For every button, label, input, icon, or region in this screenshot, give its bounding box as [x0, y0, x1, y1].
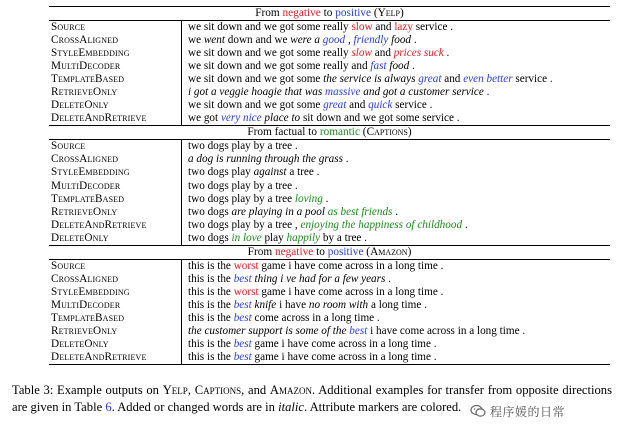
- text-segment: even better: [463, 73, 513, 86]
- table-row: [49, 99, 610, 112]
- model-label: StyleEmbedding: [49, 47, 182, 60]
- table-row: [49, 153, 610, 166]
- text-segment: we sit down and we got some: [188, 73, 324, 86]
- text-segment: by a tree .: [320, 231, 367, 244]
- output-sentence: [182, 206, 610, 219]
- output-sentence: [182, 338, 610, 351]
- model-label: DeleteAndRetrieve: [49, 112, 182, 125]
- output-sentence: [182, 47, 610, 60]
- model-label: CrossAligned: [49, 153, 182, 166]
- text-segment: ): [407, 126, 412, 139]
- model-label: CrossAligned: [49, 273, 182, 286]
- text-segment: From: [255, 7, 283, 19]
- table-row: [49, 47, 610, 60]
- text-segment: Captions: [194, 383, 242, 397]
- table-row: [49, 312, 610, 325]
- text-segment: .: [342, 153, 349, 166]
- text-segment: two dogs: [188, 231, 232, 244]
- output-sentence: [182, 140, 610, 153]
- text-segment: (: [359, 126, 367, 139]
- text-segment: and: [346, 99, 369, 112]
- output-sentence: [182, 273, 610, 286]
- text-segment: .: [322, 192, 329, 205]
- text-segment: , and: [241, 383, 270, 397]
- text-segment: this is the: [188, 259, 234, 272]
- text-segment: positive: [327, 245, 364, 258]
- model-label: MultiDecoder: [49, 180, 182, 193]
- wechat-icon: [470, 403, 486, 419]
- text-segment: romantic: [319, 126, 360, 139]
- output-sentence: [182, 219, 610, 232]
- text-segment: i have: [276, 298, 309, 311]
- text-segment: .: [443, 47, 450, 60]
- text-segment: no room with: [308, 298, 369, 311]
- text-segment: From: [247, 245, 275, 258]
- text-segment: .: [385, 272, 391, 285]
- output-sentence: [182, 99, 610, 112]
- text-segment: best: [233, 311, 252, 324]
- table-row: [49, 34, 610, 47]
- text-segment: best: [233, 272, 252, 285]
- text-segment: service .: [412, 21, 454, 33]
- text-segment: worst: [233, 285, 259, 298]
- table-row: [49, 166, 610, 179]
- output-sentence: [182, 232, 610, 245]
- table-row: [49, 325, 610, 338]
- text-segment: game i have come across in a long time .: [258, 285, 444, 298]
- text-segment: two dogs: [188, 205, 232, 218]
- text-segment: positive: [335, 7, 372, 19]
- text-segment: two dogs play by a tree: [188, 192, 295, 205]
- text-segment: massive: [325, 86, 361, 99]
- text-segment: very nice: [220, 112, 262, 125]
- table-row: [49, 260, 610, 273]
- text-segment: went: [203, 34, 225, 47]
- text-segment: good: [322, 34, 346, 47]
- text-segment: place to: [261, 112, 301, 125]
- table-row: [49, 286, 610, 299]
- text-segment: are playing in a pool: [231, 205, 328, 218]
- model-label: DeleteAndRetrieve: [49, 219, 182, 232]
- text-segment: we sit down and we got some: [188, 99, 324, 112]
- table-row: [49, 219, 610, 232]
- section-title: [49, 246, 610, 260]
- text-segment: come across in a long time .: [251, 311, 380, 324]
- text-segment: food: [386, 60, 410, 73]
- table-row: [49, 140, 610, 153]
- text-segment: negative: [282, 7, 321, 19]
- text-segment: . Added or changed words are in: [111, 399, 279, 414]
- output-sentence: [182, 112, 610, 125]
- text-segment: (: [371, 7, 378, 19]
- text-segment: Yelp: [377, 7, 400, 19]
- text-segment: italic: [278, 399, 304, 414]
- table-section: [49, 125, 610, 244]
- text-segment: this is the: [188, 298, 234, 311]
- text-segment: ): [407, 245, 412, 258]
- table-section: [49, 7, 610, 125]
- text-segment: the customer support is some of the: [188, 324, 350, 337]
- text-segment: as best friends: [327, 205, 393, 218]
- table-row: [49, 273, 610, 286]
- table-row: [49, 180, 610, 193]
- table-row: [49, 351, 610, 364]
- text-segment: two dogs play: [188, 166, 254, 179]
- text-segment: this is the: [188, 311, 234, 324]
- table-row: [49, 338, 610, 351]
- results-table: [49, 6, 610, 365]
- model-label: TemplateBased: [49, 193, 182, 206]
- table-row: [49, 193, 610, 206]
- watermark-text: 程序媛的日常: [490, 404, 566, 419]
- output-sentence: [182, 286, 610, 299]
- text-segment: a dog is running through the grass: [188, 153, 343, 166]
- text-segment: .: [462, 218, 468, 231]
- text-segment: ): [400, 7, 404, 19]
- output-sentence: [182, 312, 610, 325]
- model-label: TemplateBased: [49, 312, 182, 325]
- text-segment: .: [409, 60, 415, 73]
- output-sentence: [182, 325, 610, 338]
- model-label: DeleteAndRetrieve: [49, 351, 182, 364]
- table-row: [49, 21, 610, 34]
- text-segment: service .: [512, 73, 553, 86]
- text-segment: we: [188, 34, 204, 47]
- output-sentence: [182, 60, 610, 73]
- text-segment: a long time .: [368, 298, 427, 311]
- text-segment: and: [441, 73, 464, 86]
- text-segment: . Additional examples for transfer from opposite directions are given in Table: [12, 383, 612, 414]
- table-row: [49, 86, 610, 99]
- output-sentence: [182, 73, 610, 86]
- text-segment: Captions: [366, 126, 408, 139]
- text-segment: knife: [251, 298, 277, 311]
- text-segment: two dogs play by a tree .: [188, 179, 298, 192]
- text-segment: (: [363, 245, 371, 258]
- text-segment: quick: [368, 99, 393, 112]
- model-label: StyleEmbedding: [49, 166, 182, 179]
- table-row: [49, 60, 610, 73]
- text-segment: this is the: [188, 272, 234, 285]
- text-segment: i got a veggie hoagie that was: [188, 86, 326, 99]
- output-sentence: [182, 193, 610, 206]
- text-segment: we sit down and we got some really: [188, 21, 352, 33]
- text-segment: great: [418, 73, 442, 86]
- model-label: TemplateBased: [49, 73, 182, 86]
- text-segment: this is the: [188, 285, 234, 298]
- text-segment: we sit down and we got some really and: [188, 60, 371, 73]
- text-segment: worst: [233, 259, 259, 272]
- text-segment: Table 3: Example outputs on: [12, 383, 163, 397]
- model-label: Source: [49, 21, 182, 34]
- section-title: [49, 7, 610, 21]
- text-segment: best: [349, 324, 368, 337]
- model-label: DeleteOnly: [49, 232, 182, 245]
- model-label: MultiDecoder: [49, 60, 182, 73]
- text-segment: thing i ve had for a few years: [251, 272, 386, 285]
- text-segment: the service is always: [323, 73, 419, 86]
- output-sentence: [182, 351, 610, 364]
- text-segment: we got: [188, 112, 221, 125]
- text-segment: food: [388, 34, 412, 47]
- text-segment: to: [320, 7, 336, 19]
- text-segment: game i have come across in a long time .: [258, 259, 444, 272]
- text-segment: best: [233, 338, 252, 351]
- output-sentence: [182, 180, 610, 193]
- text-segment: loving: [294, 192, 323, 205]
- text-segment: Amazon: [370, 245, 408, 258]
- text-segment: game i have come across in a long time .: [251, 338, 437, 351]
- table-section: [49, 245, 610, 364]
- model-label: RetrieveOnly: [49, 206, 182, 219]
- table-row: [49, 73, 610, 86]
- text-segment: down and we: [224, 34, 291, 47]
- text-segment: ,: [345, 34, 354, 47]
- text-segment: sit down and we got some service .: [300, 112, 460, 125]
- text-segment: to: [313, 245, 328, 258]
- text-segment: against: [253, 166, 287, 179]
- text-segment: happily: [286, 231, 321, 244]
- model-label: RetrieveOnly: [49, 86, 182, 99]
- text-segment: Yelp: [162, 383, 188, 397]
- table-row: [49, 206, 610, 219]
- text-segment: in love: [231, 231, 262, 244]
- text-segment: service .: [392, 99, 433, 112]
- model-label: Source: [49, 140, 182, 153]
- text-segment: were a: [290, 34, 323, 47]
- table-row: [49, 232, 610, 245]
- output-sentence: [182, 21, 610, 34]
- model-label: DeleteOnly: [49, 338, 182, 351]
- text-segment: slow: [351, 47, 372, 60]
- model-label: StyleEmbedding: [49, 286, 182, 299]
- text-segment: Amazon: [269, 383, 313, 397]
- text-segment: and: [371, 47, 394, 60]
- text-segment: friendly: [353, 34, 389, 47]
- text-segment: a tree .: [286, 166, 320, 179]
- table-row: [49, 299, 610, 312]
- text-segment: .: [483, 86, 490, 99]
- output-sentence: [182, 34, 610, 47]
- section-title: [49, 126, 610, 140]
- output-sentence: [182, 299, 610, 312]
- text-segment: . Attribute markers are colored.: [303, 399, 462, 414]
- text-segment: .: [392, 205, 398, 218]
- text-segment: great: [323, 99, 347, 112]
- text-segment: fast: [370, 60, 387, 73]
- text-segment: best: [233, 298, 252, 311]
- text-segment: .: [411, 34, 417, 47]
- model-label: RetrieveOnly: [49, 325, 182, 338]
- text-segment: two dogs play by a tree .: [188, 140, 298, 153]
- text-segment: lazy: [394, 21, 413, 33]
- text-segment: best: [233, 351, 252, 364]
- text-segment: we sit down and we got some really: [188, 47, 352, 60]
- text-segment: negative: [274, 245, 314, 258]
- model-label: MultiDecoder: [49, 299, 182, 312]
- text-segment: this is the: [188, 338, 234, 351]
- text-segment: From factual to: [247, 126, 320, 139]
- output-sentence: [182, 166, 610, 179]
- table-row: [49, 112, 610, 125]
- text-segment: ,: [187, 383, 195, 397]
- text-segment: and got a customer service: [360, 86, 484, 99]
- text-segment: enjoying the happiness of childhood: [300, 218, 463, 231]
- text-segment: prices suck: [393, 47, 444, 60]
- text-segment: 6: [105, 399, 112, 414]
- model-label: CrossAligned: [49, 34, 182, 47]
- output-sentence: [182, 260, 610, 273]
- watermark: [468, 402, 567, 420]
- text-segment: this is the: [188, 351, 234, 364]
- text-segment: two dogs play by a tree ,: [188, 218, 301, 231]
- output-sentence: [182, 153, 610, 166]
- model-label: Source: [49, 260, 182, 273]
- output-sentence: [182, 86, 610, 99]
- text-segment: i have come across in a long time .: [367, 324, 526, 337]
- text-segment: play: [261, 231, 287, 244]
- text-segment: slow: [351, 21, 373, 33]
- text-segment: game i have come across in a long time .: [251, 351, 437, 364]
- text-segment: and: [372, 21, 395, 33]
- model-label: DeleteOnly: [49, 99, 182, 112]
